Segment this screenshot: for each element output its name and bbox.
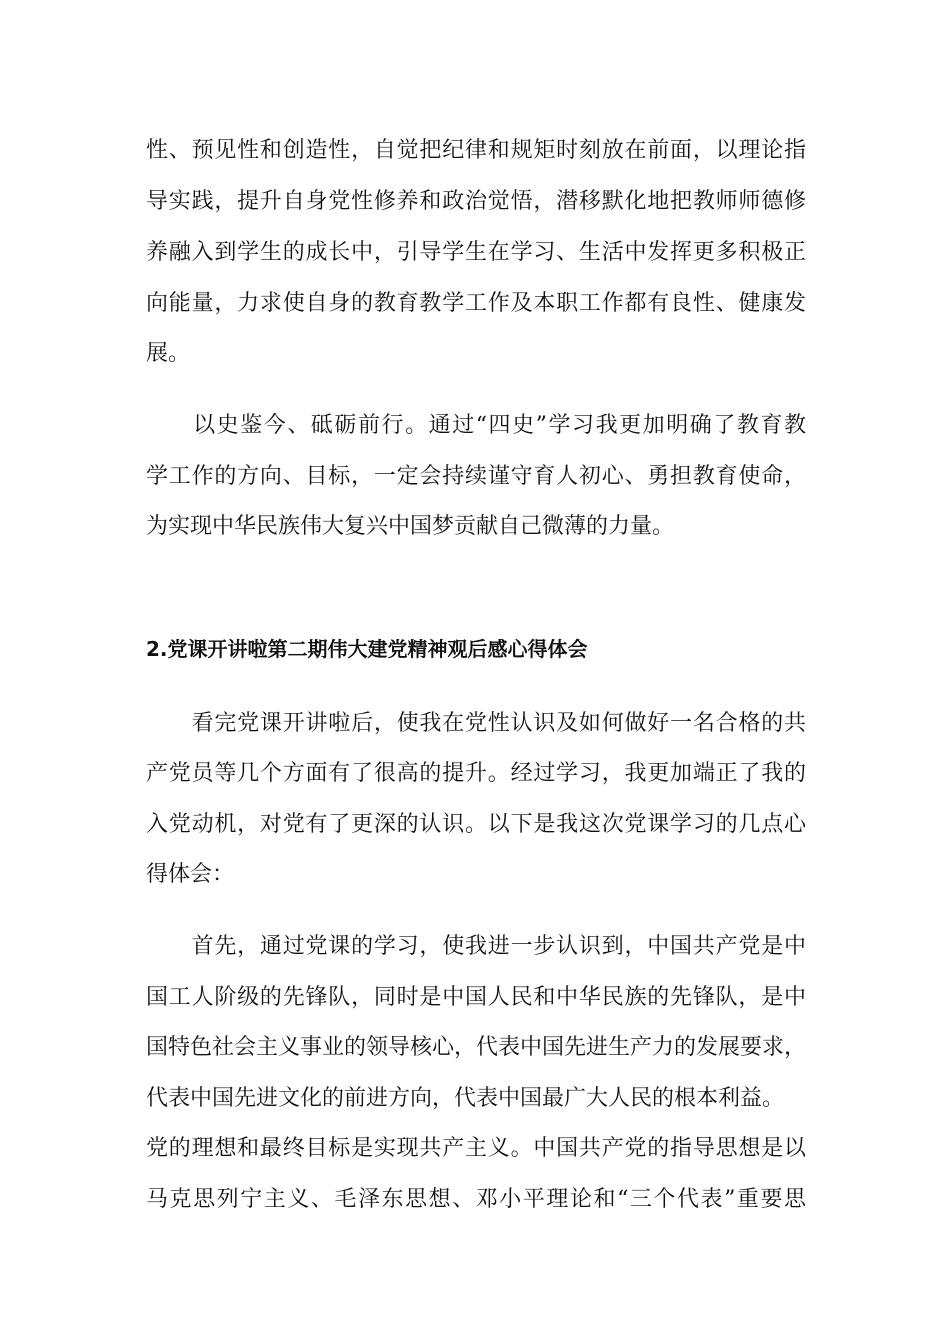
paragraph-line: 导实践，提升自身党性修养和政治觉悟，潜移默化地把教师师德修	[146, 189, 806, 214]
paragraph-line: 首先，通过党课的学习，使我进一步认识到，中国共产党是中	[146, 934, 806, 959]
paragraph-line: 为实现中华民族伟大复兴中国梦贡献自己微薄的力量。	[146, 514, 675, 539]
paragraph-line: 国工人阶级的先锋队，同时是中国人民和中华民族的先锋队，是中	[146, 985, 806, 1010]
paragraph-line: 入党动机，对党有了更深的认识。以下是我这次党课学习的几点心	[146, 812, 806, 837]
paragraph-line: 产党员等几个方面有了很高的提升。经过学习，我更加端正了我的	[146, 761, 806, 786]
paragraph-line: 展。	[146, 341, 191, 366]
paragraph-line: 学工作的方向、目标，一定会持续谨守育人初心、勇担教育使命，	[146, 464, 806, 489]
paragraph-line: 养融入到学生的成长中，引导学生在学习、生活中发挥更多积极正	[146, 240, 806, 265]
paragraph-line: 得体会：	[146, 862, 235, 887]
paragraph-line: 党的理想和最终目标是实现共产主义。中国共产党的指导思想是以	[146, 1136, 806, 1161]
paragraph-line: 看完党课开讲啦后，使我在党性认识及如何做好一名合格的共	[146, 711, 806, 736]
section-heading: 2.党课开讲啦第二期伟大建党精神观后感心得体会	[146, 637, 588, 661]
paragraph-line: 向能量，力求使自身的教育教学工作及本职工作都有良性、健康发	[146, 291, 806, 316]
paragraph-line: 国特色社会主义事业的领导核心，代表中国先进生产力的发展要求，	[146, 1035, 807, 1060]
paragraph-line: 以史鉴今、砥砺前行。通过“四史”学习我更加明确了教育教	[146, 413, 806, 438]
paragraph-line: 性、预见性和创造性，自觉把纪律和规矩时刻放在前面，以理论指	[146, 138, 806, 163]
paragraph-line: 代表中国先进文化的前进方向，代表中国最广大人民的根本利益。	[146, 1086, 785, 1111]
paragraph-line: 马克思列宁主义、毛泽东思想、邓小平理论和“三个代表”重要思	[146, 1187, 806, 1212]
